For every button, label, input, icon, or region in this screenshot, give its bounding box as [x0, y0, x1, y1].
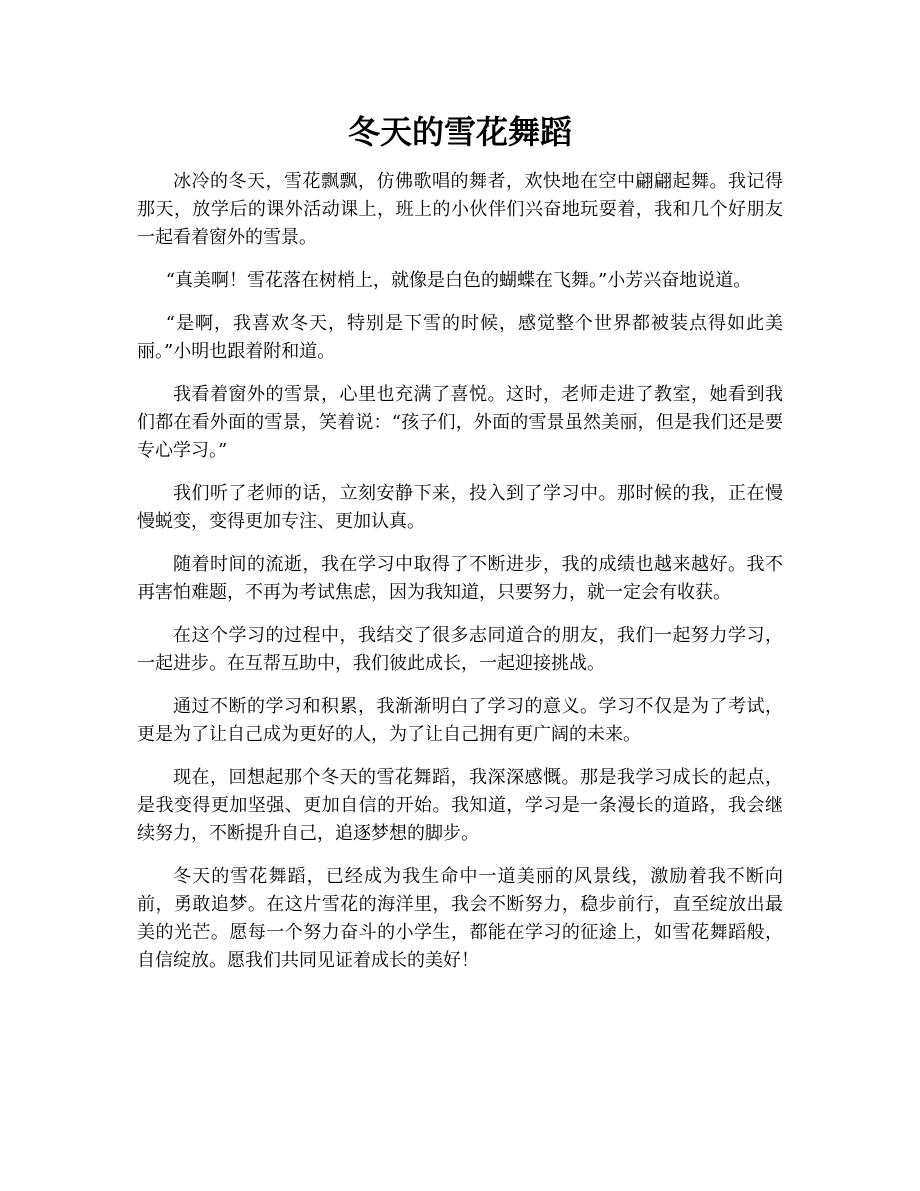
paragraph-7: 在这个学习的过程中，我结交了很多志同道合的朋友，我们一起努力学习，一起进步。在互帮互助中，我们彼此成长，一起迎接挑战。: [137, 625, 783, 674]
paragraph-1: 冰冷的冬天，雪花飘飘，仿佛歌唱的舞者，欢快地在空中翩翩起舞。我记得那天，放学后的课外活动课上，班上的小伙伴们兴奋地玩耍着，我和几个好朋友一起看着窗外的雪景。: [137, 171, 783, 248]
paragraph-2: “真美啊！雪花落在树梢上，就像是白色的蝴蝶在飞舞。”小芳兴奋地说道。: [165, 270, 752, 291]
paragraph-4: 我看着窗外的雪景，心里也充满了喜悦。这时，老师走进了教室，她看到我们都在看外面的雪景，笑着说：“孩子们，外面的雪景虽然美丽，但是我们还是要专心学习。”: [137, 384, 783, 461]
paragraph-3: “是啊，我喜欢冬天，特别是下雪的时候，感觉整个世界都被装点得如此美丽。”小明也跟着附和道。: [137, 313, 783, 362]
paragraph-6: 随着时间的流逝，我在学习中取得了不断进步，我的成绩也越来越好。我不再害怕难题，不再为考试焦虑，因为我知道，只要努力，就一定会有收获。: [137, 554, 783, 603]
document-title: 冬天的雪花舞蹈: [347, 113, 572, 151]
paragraph-9: 现在，回想起那个冬天的雪花舞蹈，我深深感慨。那是我学习成长的起点，是我变得更加坚强、更加自信的开始。我知道，学习是一条漫长的道路，我会继续努力，不断提升自己，追逐梦想的脚步。: [137, 767, 783, 844]
paragraph-5: 我们听了老师的话，立刻安静下来，投入到了学习中。那时候的我，正在慢慢蜕变，变得更加专注、更加认真。: [137, 483, 783, 532]
document-body: [137, 168, 783, 990]
paragraph-8: 通过不断的学习和积累，我渐渐明白了学习的意义。学习不仅是为了考试，更是为了让自己成为更好的人，为了让自己拥有更广阔的未来。: [137, 696, 783, 745]
paragraph-10: 冬天的雪花舞蹈，已经成为我生命中一道美丽的风景线，激励着我不断向前，勇敢追梦。在这片雪花的海洋里，我会不断努力，稳步前行，直至绽放出最美的光芒。愿每一个努力奋斗的小学生，都能在学习的征途上，如雪花舞蹈般，自信绽放。愿我们共同见证着成长的美好！: [137, 866, 783, 971]
